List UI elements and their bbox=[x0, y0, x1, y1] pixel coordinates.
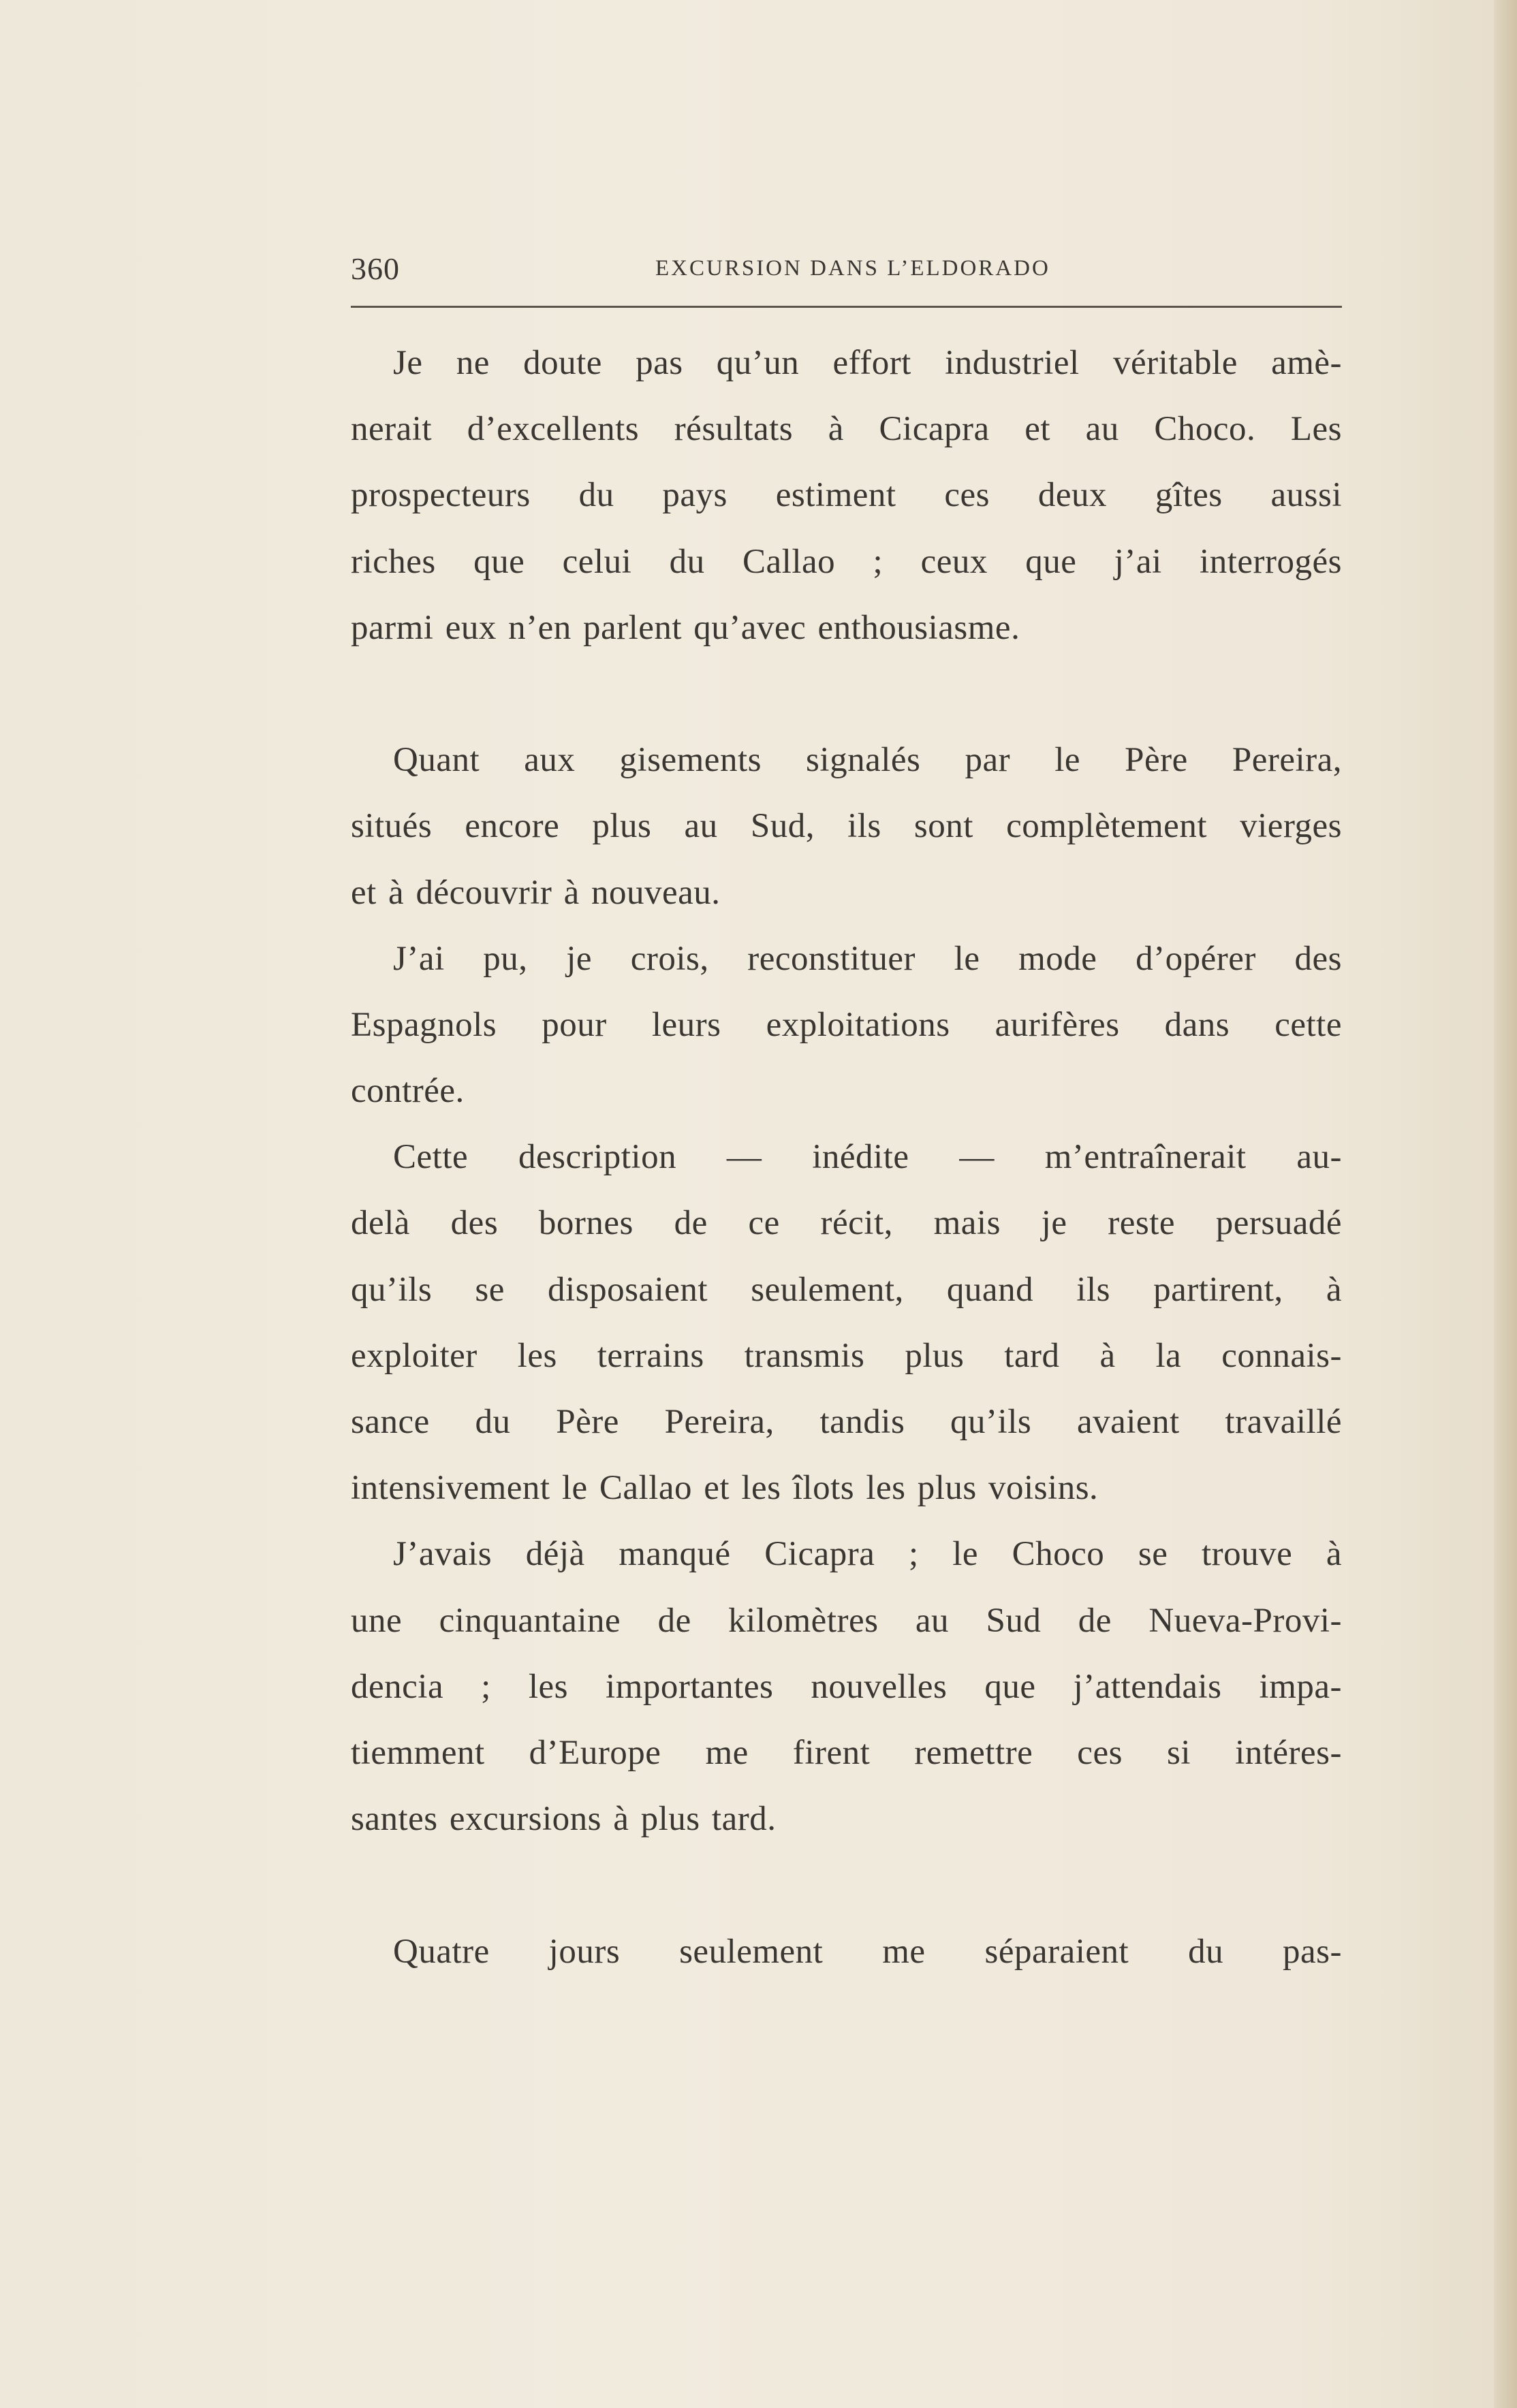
paragraph bbox=[351, 727, 1342, 926]
running-title: EXCURSION DANS L’ELDORADO bbox=[655, 256, 1050, 281]
page-number: 360 bbox=[351, 251, 400, 286]
text-line: exploiter les terrains transmis plus tard à la connais- bbox=[351, 1336, 1342, 1375]
paragraph bbox=[351, 1521, 1342, 1852]
text-line: Je ne doute pas qu’un effort industriel véritable amè- bbox=[393, 344, 1342, 382]
text-line: parmi eux n’en parlent qu’avec enthousiasme. bbox=[351, 608, 1020, 647]
text-line: delà des bornes de ce récit, mais je reste persuadé bbox=[351, 1204, 1342, 1243]
text-line: qu’ils se disposaient seulement, quand ils partirent, à bbox=[351, 1270, 1342, 1309]
text-line: et à découvrir à nouveau. bbox=[351, 873, 721, 912]
paragraph bbox=[351, 926, 1342, 1125]
text-line: tiemment d’Europe me firent remettre ces si intéres- bbox=[351, 1733, 1342, 1772]
page-gutter-shadow bbox=[1494, 0, 1517, 2408]
text-line: sance du Père Pereira, tandis qu’ils avaient travaillé bbox=[351, 1403, 1342, 1441]
body-text bbox=[351, 330, 1342, 1985]
text-line: Cette description — inédite — m’entraînerait au- bbox=[393, 1138, 1342, 1177]
text-line: intensivement le Callao et les îlots les plus voisins. bbox=[351, 1469, 1099, 1508]
paragraph bbox=[351, 1124, 1342, 1521]
text-line: situés encore plus au Sud, ils sont complètement vierges bbox=[351, 807, 1342, 846]
text-line: santes excursions à plus tard. bbox=[351, 1800, 777, 1839]
text-line: Quant aux gisements signalés par le Père Pereira, bbox=[393, 741, 1342, 780]
paragraph-gap bbox=[351, 661, 1342, 727]
paragraph bbox=[351, 330, 1342, 661]
text-line: J’avais déjà manqué Cicapra ; le Choco se trouve à bbox=[393, 1535, 1342, 1574]
text-line: contrée. bbox=[351, 1072, 465, 1111]
paragraph-gap bbox=[351, 1852, 1342, 1918]
paragraph bbox=[351, 1919, 1342, 1985]
text-line: dencia ; les importantes nouvelles que j’attendais impa- bbox=[351, 1667, 1342, 1706]
text-line: J’ai pu, je crois, reconstituer le mode d’opérer des bbox=[393, 939, 1342, 978]
page-header bbox=[351, 245, 1342, 293]
header-rule bbox=[351, 306, 1342, 308]
text-line: une cinquantaine de kilomètres au Sud de Nueva-Provi- bbox=[351, 1601, 1342, 1640]
text-line: nerait d’excellents résultats à Cicapra et au Choco. Les bbox=[351, 410, 1342, 449]
text-line: riches que celui du Callao ; ceux que j’ai interrogés bbox=[351, 542, 1342, 581]
text-line: Espagnols pour leurs exploitations aurifères dans cette bbox=[351, 1005, 1342, 1044]
text-line: prospecteurs du pays estiment ces deux gîtes aussi bbox=[351, 476, 1342, 515]
text-line: Quatre jours seulement me séparaient du pas- bbox=[393, 1932, 1342, 1971]
